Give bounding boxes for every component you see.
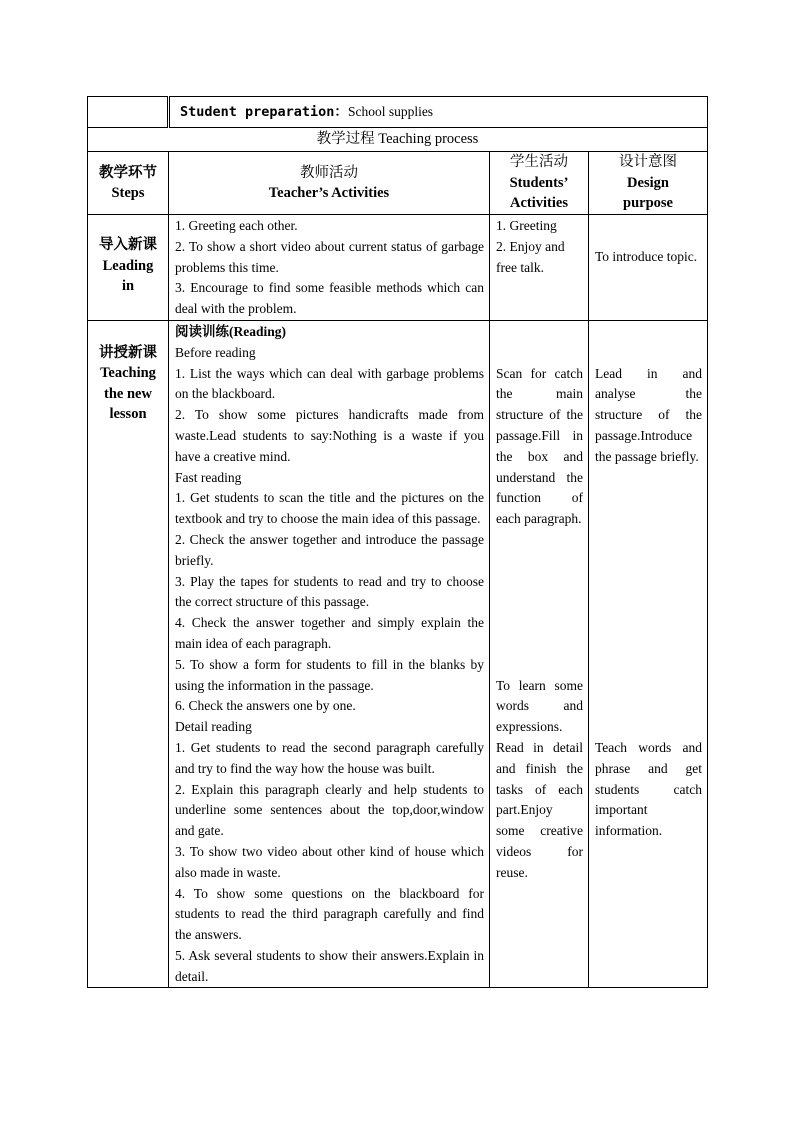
detail-reading-title: Detail reading xyxy=(175,719,252,735)
detail-item: 2. Explain this paragraph clearly and help students to underline some sentences about the top,door,window and gate. xyxy=(175,781,484,839)
lesson-plan-table xyxy=(87,96,708,988)
leading-teacher-item: 3. Encourage to find some feasible methods which can deal with the problem. xyxy=(175,280,484,317)
fast-item: 6. Check the answers one by one. xyxy=(175,698,356,714)
leading-teacher xyxy=(169,215,490,321)
before-item: 1. List the ways which can deal with garbage problems on the blackboard. xyxy=(175,365,484,402)
leading-row xyxy=(88,215,708,321)
student-detail-activity: To learn some words and expressions. Read in detail and finish the tasks of each part.Enjoy some creative videos for reuse. xyxy=(496,677,583,880)
leading-purpose: To introduce topic. xyxy=(589,215,708,321)
leading-student-item: 2. Enjoy and free talk. xyxy=(496,238,565,275)
teaching-step: 讲授新课 Teaching the new lesson xyxy=(88,320,169,988)
before-reading-title: Before reading xyxy=(175,344,256,360)
teaching-teacher xyxy=(169,320,490,988)
process-title: 教学过程 Teaching process xyxy=(88,128,708,152)
leading-student-item: 1. Greeting xyxy=(496,218,557,233)
header-student: 学生活动 Students’ Activities xyxy=(490,152,589,215)
teaching-purpose xyxy=(589,320,708,988)
header-design: 设计意图 Design purpose xyxy=(589,152,708,215)
fast-item: 3. Play the tapes for students to read and try to choose the correct structure of this passage. xyxy=(175,573,484,610)
before-item: 2. To show some pictures handicrafts made from waste.Lead students to say:Nothing is a waste if you have a creative mind. xyxy=(175,407,484,464)
fast-item: 4. Check the answer together and simply explain the main idea of each paragraph. xyxy=(175,615,484,651)
fast-item: 2. Check the answer together and introduce the passage briefly. xyxy=(175,531,484,568)
prep-row xyxy=(88,97,708,128)
teaching-row xyxy=(88,320,708,988)
leading-step: 导入新课 Leading in xyxy=(88,215,169,321)
leading-student xyxy=(490,215,589,321)
reading-title: 阅读训练(Reading) xyxy=(175,323,286,339)
process-title-row xyxy=(88,128,708,152)
header-steps: 教学环节 Steps xyxy=(88,152,169,215)
fast-reading-title: Fast reading xyxy=(175,469,242,485)
prep-empty-cell xyxy=(88,97,169,128)
header-row xyxy=(88,152,708,215)
fast-item: 5. To show a form for students to fill in the blanks by using the information in the passage. xyxy=(175,656,484,693)
leading-teacher-item: 1. Greeting each other. xyxy=(175,218,298,233)
prep-value: School supplies xyxy=(347,103,434,119)
purpose-fast: Lead in and analyse the structure of the passage.Introduce the passage briefly. xyxy=(595,365,702,464)
leading-teacher-item: 2. To show a short video about current status of garbage problems this time. xyxy=(175,238,484,275)
detail-item: 5. Ask several students to show their answers.Explain in detail. xyxy=(175,947,484,984)
detail-item: 3. To show two video about other kind of house which also made in waste. xyxy=(175,843,484,880)
student-fast-activity: Scan for catch the main structure of the passage.Fill in the box and understand the function of each paragraph. xyxy=(496,365,583,527)
teaching-student xyxy=(490,320,589,988)
header-teacher: 教师活动 Teacher’s Activities xyxy=(169,152,490,215)
detail-item: 4. To show some questions on the blackboard for students to read the third paragraph carefully and find the answers. xyxy=(175,885,484,943)
prep-cell xyxy=(169,97,708,128)
detail-item: 1. Get students to read the second paragraph carefully and try to find the way how the house was built. xyxy=(175,739,484,776)
purpose-detail: Teach words and phrase and get students catch important information. xyxy=(595,739,702,839)
prep-label: Student preparation： xyxy=(180,103,348,120)
fast-item: 1. Get students to scan the title and the pictures on the textbook and try to choose the main idea of this passage. xyxy=(175,490,484,527)
